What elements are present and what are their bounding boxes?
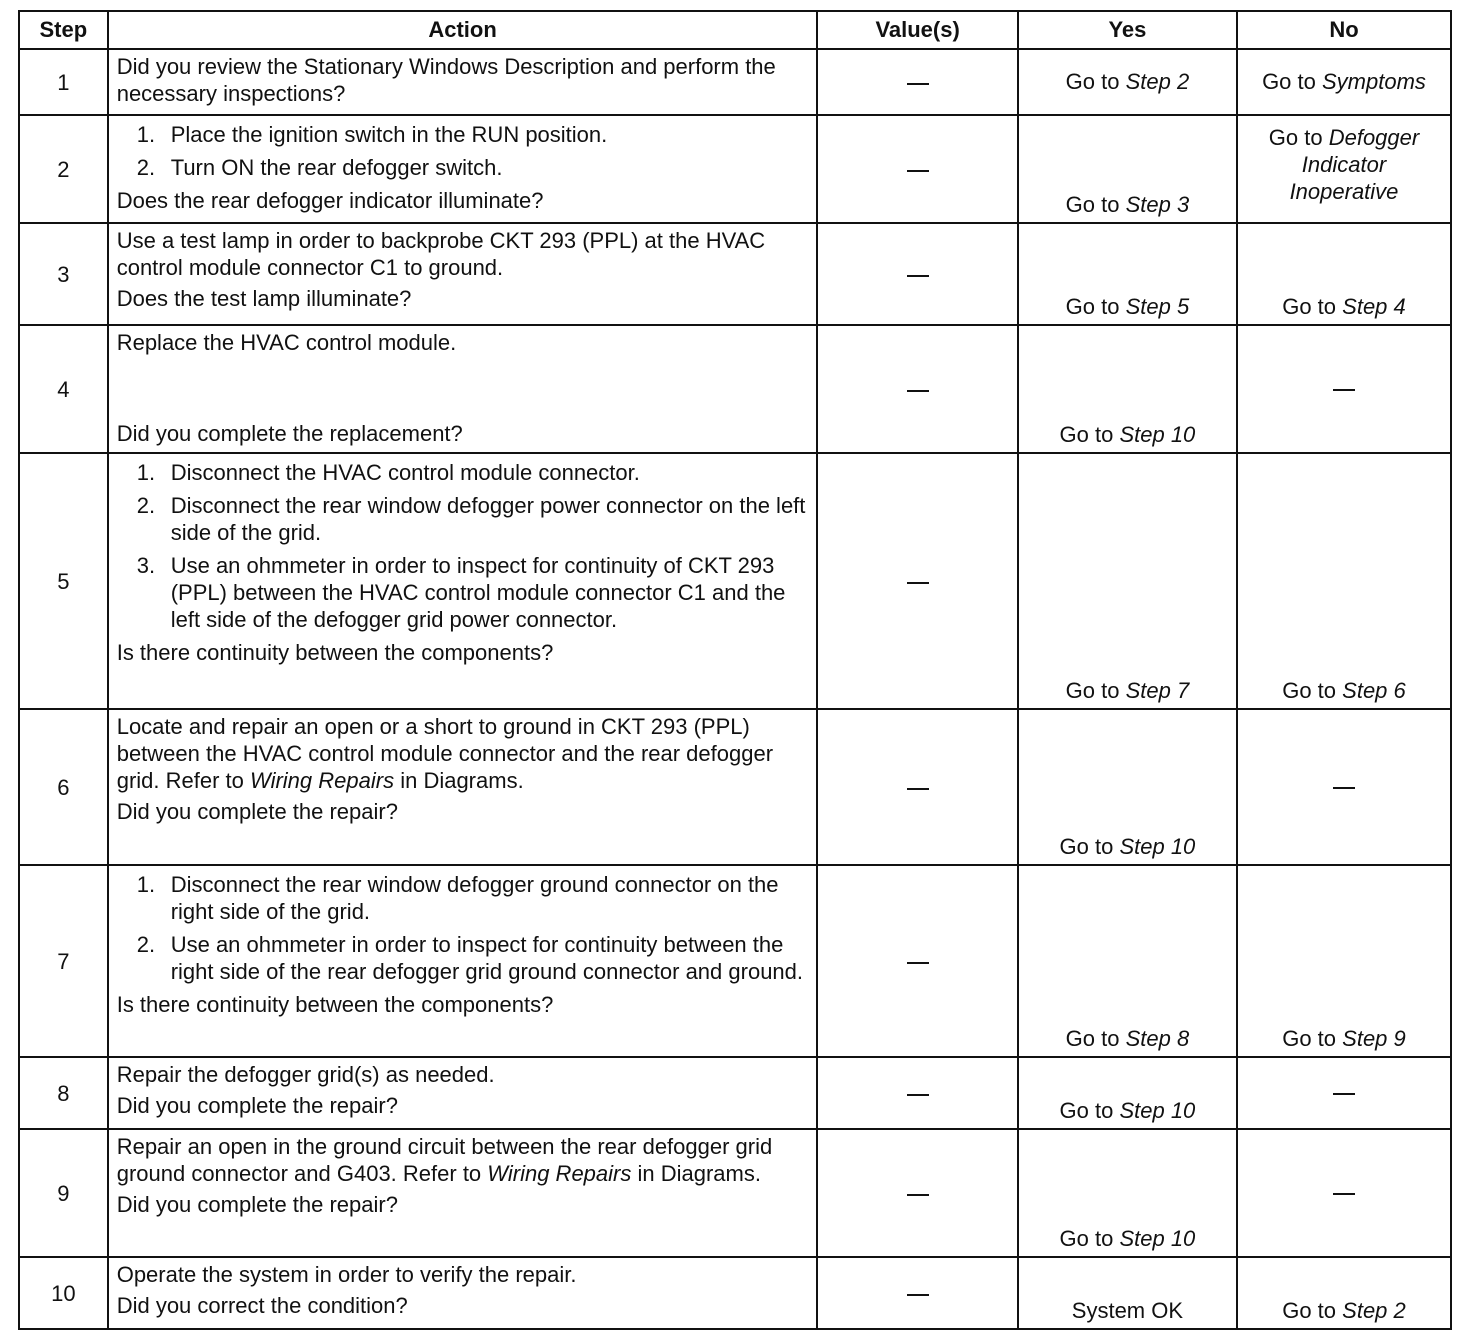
action-text: Did you review the Stationary Windows Description and perform the necessary inspections? bbox=[116, 54, 776, 106]
action-question: Did you complete the repair? bbox=[116, 1093, 398, 1118]
list-item: 1. Disconnect the rear window defogger ground connector on the right side of the grid. bbox=[136, 872, 779, 924]
value-cell bbox=[817, 49, 1017, 115]
yes-cell bbox=[1018, 709, 1237, 865]
value-dash bbox=[907, 962, 929, 964]
no-cell bbox=[1237, 49, 1451, 115]
yes-link[interactable]: Step 10 bbox=[1119, 834, 1196, 859]
yes-prefix: Go to bbox=[1065, 192, 1120, 217]
yes-link[interactable]: Step 10 bbox=[1119, 1098, 1196, 1123]
action-question: Did you correct the condition? bbox=[116, 1293, 408, 1318]
step-number: 8 bbox=[19, 1057, 108, 1129]
no-link[interactable]: Symptoms bbox=[1322, 69, 1426, 94]
action-question: Did you complete the repair? bbox=[116, 1192, 398, 1217]
value-cell bbox=[817, 1257, 1017, 1329]
table-row bbox=[19, 1257, 1451, 1329]
list-item: 1. Disconnect the HVAC control module connector. bbox=[136, 460, 640, 485]
action-text: Locate and repair an open or a short to ground in CKT 293 (PPL) between the HVAC control module connector and the rear defogger grid. Refer to bbox=[116, 714, 774, 793]
table-row bbox=[19, 223, 1451, 325]
yes-prefix: Go to bbox=[1065, 69, 1120, 94]
yes-prefix: Go to bbox=[1059, 1098, 1114, 1123]
list-item: 2. Use an ohmmeter in order to inspect for continuity between the right side of the rear defogger grid ground connector and ground. bbox=[136, 932, 804, 984]
table-row bbox=[19, 1057, 1451, 1129]
no-link[interactable]: Step 6 bbox=[1342, 678, 1406, 703]
no-link[interactable]: Step 2 bbox=[1342, 1298, 1406, 1323]
action-text: Repair the defogger grid(s) as needed. bbox=[116, 1062, 495, 1087]
value-dash bbox=[907, 275, 929, 277]
yes-cell bbox=[1018, 453, 1237, 709]
no-cell bbox=[1237, 865, 1451, 1057]
action-question: Did you complete the repair? bbox=[116, 799, 398, 824]
step-number: 9 bbox=[19, 1129, 108, 1257]
action-cell bbox=[108, 865, 818, 1057]
yes-prefix: Go to bbox=[1059, 1226, 1114, 1251]
step-number: 3 bbox=[19, 223, 108, 325]
value-cell bbox=[817, 709, 1017, 865]
value-dash bbox=[907, 1194, 929, 1196]
action-cell bbox=[108, 453, 818, 709]
value-dash bbox=[907, 788, 929, 790]
step-number: 7 bbox=[19, 865, 108, 1057]
action-cell bbox=[108, 325, 818, 453]
yes-text: System OK bbox=[1071, 1298, 1184, 1323]
no-link[interactable]: Step 9 bbox=[1342, 1026, 1406, 1051]
header-step: Step bbox=[19, 11, 108, 49]
yes-prefix: Go to bbox=[1059, 834, 1114, 859]
action-cell bbox=[108, 49, 818, 115]
header-action: Action bbox=[108, 11, 818, 49]
diagnostic-table bbox=[18, 10, 1452, 1330]
no-cell bbox=[1237, 453, 1451, 709]
action-list bbox=[117, 459, 809, 633]
table-row bbox=[19, 1129, 1451, 1257]
yes-cell bbox=[1018, 865, 1237, 1057]
no-cell bbox=[1237, 1257, 1451, 1329]
action-question: Did you complete the replacement? bbox=[116, 421, 463, 446]
header-no: No bbox=[1237, 11, 1451, 49]
yes-link[interactable]: Step 8 bbox=[1125, 1026, 1190, 1051]
table-row bbox=[19, 709, 1451, 865]
yes-link[interactable]: Step 5 bbox=[1125, 294, 1190, 319]
action-reference[interactable]: Wiring Repairs bbox=[487, 1161, 632, 1186]
table-row bbox=[19, 865, 1451, 1057]
no-prefix: Go to bbox=[1282, 678, 1337, 703]
action-list bbox=[117, 121, 809, 181]
step-number: 1 bbox=[19, 49, 108, 115]
action-cell bbox=[108, 223, 818, 325]
no-prefix: Go to bbox=[1282, 1026, 1337, 1051]
no-cell bbox=[1237, 325, 1451, 453]
no-cell bbox=[1237, 709, 1451, 865]
value-cell bbox=[817, 453, 1017, 709]
table-row bbox=[19, 453, 1451, 709]
action-cell bbox=[108, 1057, 818, 1129]
step-number: 10 bbox=[19, 1257, 108, 1329]
action-text: Replace the HVAC control module. bbox=[116, 330, 457, 355]
yes-cell bbox=[1018, 1057, 1237, 1129]
list-item: 2. Disconnect the rear window defogger power connector on the left side of the grid. bbox=[136, 493, 806, 545]
no-dash bbox=[1333, 787, 1355, 789]
no-cell bbox=[1237, 1129, 1451, 1257]
no-dash bbox=[1333, 1093, 1355, 1095]
step-number: 4 bbox=[19, 325, 108, 453]
value-dash bbox=[907, 170, 929, 172]
table-row bbox=[19, 115, 1451, 223]
action-question: Is there continuity between the components? bbox=[116, 992, 554, 1017]
value-dash bbox=[907, 83, 929, 85]
action-question: Does the rear defogger indicator illuminate? bbox=[116, 188, 544, 213]
yes-prefix: Go to bbox=[1059, 422, 1114, 447]
value-cell bbox=[817, 115, 1017, 223]
action-cell bbox=[108, 1129, 818, 1257]
list-item: 2. Turn ON the rear defogger switch. bbox=[136, 155, 503, 180]
no-dash bbox=[1333, 389, 1355, 391]
action-cell bbox=[108, 115, 818, 223]
no-dash bbox=[1333, 1193, 1355, 1195]
action-text: Repair an open in the ground circuit between the rear defogger grid ground connector and G403. Refer to bbox=[116, 1134, 773, 1186]
no-cell bbox=[1237, 223, 1451, 325]
table-row bbox=[19, 325, 1451, 453]
no-cell bbox=[1237, 115, 1451, 223]
yes-cell bbox=[1018, 325, 1237, 453]
action-question: Is there continuity between the components? bbox=[116, 640, 554, 665]
value-dash bbox=[907, 390, 929, 392]
yes-link[interactable]: Step 10 bbox=[1119, 422, 1196, 447]
action-cell bbox=[108, 1257, 818, 1329]
action-cell bbox=[108, 709, 818, 865]
yes-cell bbox=[1018, 1257, 1237, 1329]
action-reference-suffix: in Diagrams. bbox=[637, 1161, 761, 1186]
value-dash bbox=[907, 582, 929, 584]
table-row bbox=[19, 49, 1451, 115]
action-list bbox=[117, 871, 809, 985]
step-number: 5 bbox=[19, 453, 108, 709]
no-prefix: Go to bbox=[1262, 69, 1316, 94]
action-question: Does the test lamp illuminate? bbox=[116, 286, 412, 311]
action-text: Operate the system in order to verify the repair. bbox=[116, 1262, 577, 1287]
value-cell bbox=[817, 1129, 1017, 1257]
yes-link[interactable]: Step 7 bbox=[1125, 678, 1190, 703]
yes-prefix: Go to bbox=[1065, 678, 1120, 703]
value-dash bbox=[907, 1094, 929, 1096]
header-yes: Yes bbox=[1018, 11, 1237, 49]
yes-cell bbox=[1018, 115, 1237, 223]
no-prefix: Go to bbox=[1282, 1298, 1337, 1323]
yes-prefix: Go to bbox=[1065, 1026, 1120, 1051]
no-link[interactable]: Defogger Indicator Inoperative bbox=[1289, 125, 1420, 204]
action-reference-suffix: in Diagrams. bbox=[400, 768, 524, 793]
yes-cell bbox=[1018, 223, 1237, 325]
no-link[interactable]: Step 4 bbox=[1342, 294, 1406, 319]
list-item: 1. Place the ignition switch in the RUN position. bbox=[136, 122, 608, 147]
list-item: 3. Use an ohmmeter in order to inspect for continuity of CKT 293 (PPL) between the HVAC control module connector C1 and the left side of the defogger grid power connector. bbox=[136, 553, 786, 632]
step-number: 6 bbox=[19, 709, 108, 865]
value-cell bbox=[817, 223, 1017, 325]
value-dash bbox=[907, 1294, 929, 1296]
action-text: Use a test lamp in order to backprobe CKT 293 (PPL) at the HVAC control module connector C1 to ground. bbox=[116, 228, 766, 280]
yes-link[interactable]: Step 10 bbox=[1119, 1226, 1196, 1251]
yes-cell bbox=[1018, 1129, 1237, 1257]
yes-link[interactable]: Step 3 bbox=[1125, 192, 1190, 217]
no-prefix: Go to bbox=[1268, 125, 1323, 150]
yes-cell bbox=[1018, 49, 1237, 115]
yes-link[interactable]: Step 2 bbox=[1125, 69, 1190, 94]
value-cell bbox=[817, 865, 1017, 1057]
no-prefix: Go to bbox=[1282, 294, 1337, 319]
yes-prefix: Go to bbox=[1065, 294, 1120, 319]
header-row bbox=[19, 11, 1451, 49]
value-cell bbox=[817, 325, 1017, 453]
header-values: Value(s) bbox=[817, 11, 1017, 49]
value-cell bbox=[817, 1057, 1017, 1129]
step-number: 2 bbox=[19, 115, 108, 223]
action-reference[interactable]: Wiring Repairs bbox=[250, 768, 395, 793]
no-cell bbox=[1237, 1057, 1451, 1129]
